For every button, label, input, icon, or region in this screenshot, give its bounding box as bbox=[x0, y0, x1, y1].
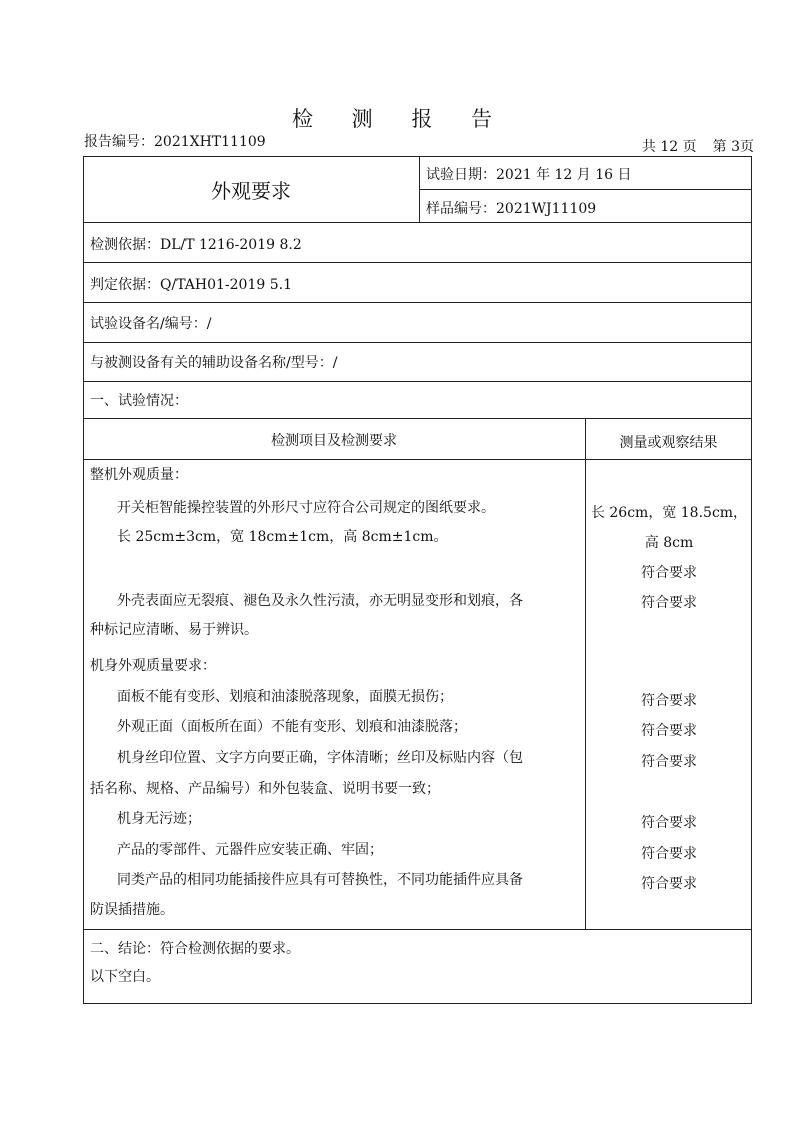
judgement-row bbox=[90, 274, 292, 294]
result-value: 长 26cm，宽 18.5cm， bbox=[590, 505, 748, 521]
basis-value: DL/T 1216-2019 8.2 bbox=[160, 237, 302, 253]
item-line: 防误插措施。 bbox=[90, 902, 174, 918]
divider-judgement bbox=[83, 302, 752, 303]
item-line: 机身丝印位置、文字方向要正确，字体清晰；丝印及标贴内容（包 bbox=[117, 750, 523, 766]
test-date bbox=[426, 164, 632, 184]
item-line: 面板不能有变形、划痕和油漆脱落现象，面膜无损伤； bbox=[117, 689, 453, 705]
result-value: 符合要求 bbox=[641, 693, 697, 709]
equipment-label: 试验设备名/编号： bbox=[90, 316, 207, 332]
item-line: 外观正面（面板所在面）不能有变形、划痕和油漆脱落； bbox=[117, 719, 467, 735]
divider-equipment bbox=[83, 342, 752, 343]
divider-date-sample bbox=[419, 189, 752, 190]
result-value: 符合要求 bbox=[641, 595, 697, 611]
aux-equipment-label: 与被测设备有关的辅助设备名称/型号： bbox=[90, 355, 333, 371]
divider-col-head bbox=[83, 459, 752, 460]
test-date-value: 2021 年 12 月 16 日 bbox=[496, 167, 632, 183]
conclusion-value: 符合检测依据的要求。 bbox=[160, 941, 300, 957]
judgement-value: Q/TAH01-2019 5.1 bbox=[160, 277, 292, 293]
document-title: 检 测 报 告 bbox=[291, 107, 509, 131]
divider-basis bbox=[83, 262, 752, 263]
aux-equipment-row bbox=[90, 352, 337, 372]
result-value: 高 8cm bbox=[644, 535, 694, 551]
section-title: 外观要求 bbox=[211, 178, 291, 203]
result-value: 符合要求 bbox=[641, 815, 697, 831]
judgement-label: 判定依据： bbox=[90, 277, 160, 293]
divider-section1 bbox=[83, 418, 752, 419]
column-header-items: 检测项目及检测要求 bbox=[271, 433, 397, 449]
item-line: 种标记应清晰、易于辨识。 bbox=[90, 622, 258, 638]
sample-no-value: 2021WJ11109 bbox=[496, 201, 597, 217]
basis-label: 检测依据： bbox=[90, 237, 160, 253]
item-line: 括名称、规格、产品编号）和外包装盒、说明书要一致； bbox=[90, 781, 440, 797]
result-value: 符合要求 bbox=[641, 876, 697, 892]
current-page: 第 3页 bbox=[712, 139, 754, 155]
sample-number bbox=[426, 198, 596, 218]
blank-note: 以下空白。 bbox=[90, 969, 160, 985]
conclusion-row bbox=[90, 938, 300, 958]
aux-equipment-value: / bbox=[332, 355, 338, 371]
column-header-results: 测量或观察结果 bbox=[619, 435, 718, 451]
item-line: 同类产品的相同功能插接件应具有可替换性，不同功能插件应具备 bbox=[117, 872, 523, 888]
result-value: 符合要求 bbox=[641, 846, 697, 862]
item-line: 产品的零部件、元器件应安装正确、牢固； bbox=[117, 842, 383, 858]
divider-header bbox=[83, 222, 752, 223]
section1-heading: 一、试验情况： bbox=[90, 393, 188, 409]
total-pages: 共 12 页 bbox=[641, 139, 697, 155]
divider-vertical-header bbox=[419, 156, 420, 222]
divider-conclusion bbox=[83, 929, 752, 930]
page-info bbox=[642, 136, 754, 156]
item-line: 机身无污迹； bbox=[117, 811, 201, 827]
item-line: 机身外观质量要求： bbox=[90, 658, 216, 674]
item-line: 开关柜智能操控装置的外形尺寸应符合公司规定的图纸要求。 bbox=[117, 500, 495, 516]
item-line: 外壳表面应无裂痕、褪色及永久性污渍，亦无明显变形和划痕，各 bbox=[117, 593, 523, 609]
basis-row bbox=[90, 234, 302, 254]
divider-aux bbox=[83, 381, 752, 382]
sample-no-label: 样品编号： bbox=[426, 201, 496, 217]
result-value: 符合要求 bbox=[641, 723, 697, 739]
equipment-row bbox=[90, 313, 211, 333]
report-number: 报告编号：2021XHT11109 bbox=[84, 134, 266, 150]
test-date-label: 试验日期： bbox=[426, 167, 496, 183]
item-line: 整机外观质量： bbox=[90, 467, 188, 483]
equipment-value: / bbox=[206, 316, 212, 332]
item-line: 长 25cm±3cm，宽 18cm±1cm，高 8cm±1cm。 bbox=[117, 529, 448, 545]
result-value: 符合要求 bbox=[641, 754, 697, 770]
conclusion-label: 二、结论： bbox=[90, 941, 160, 957]
result-value: 符合要求 bbox=[641, 565, 697, 581]
